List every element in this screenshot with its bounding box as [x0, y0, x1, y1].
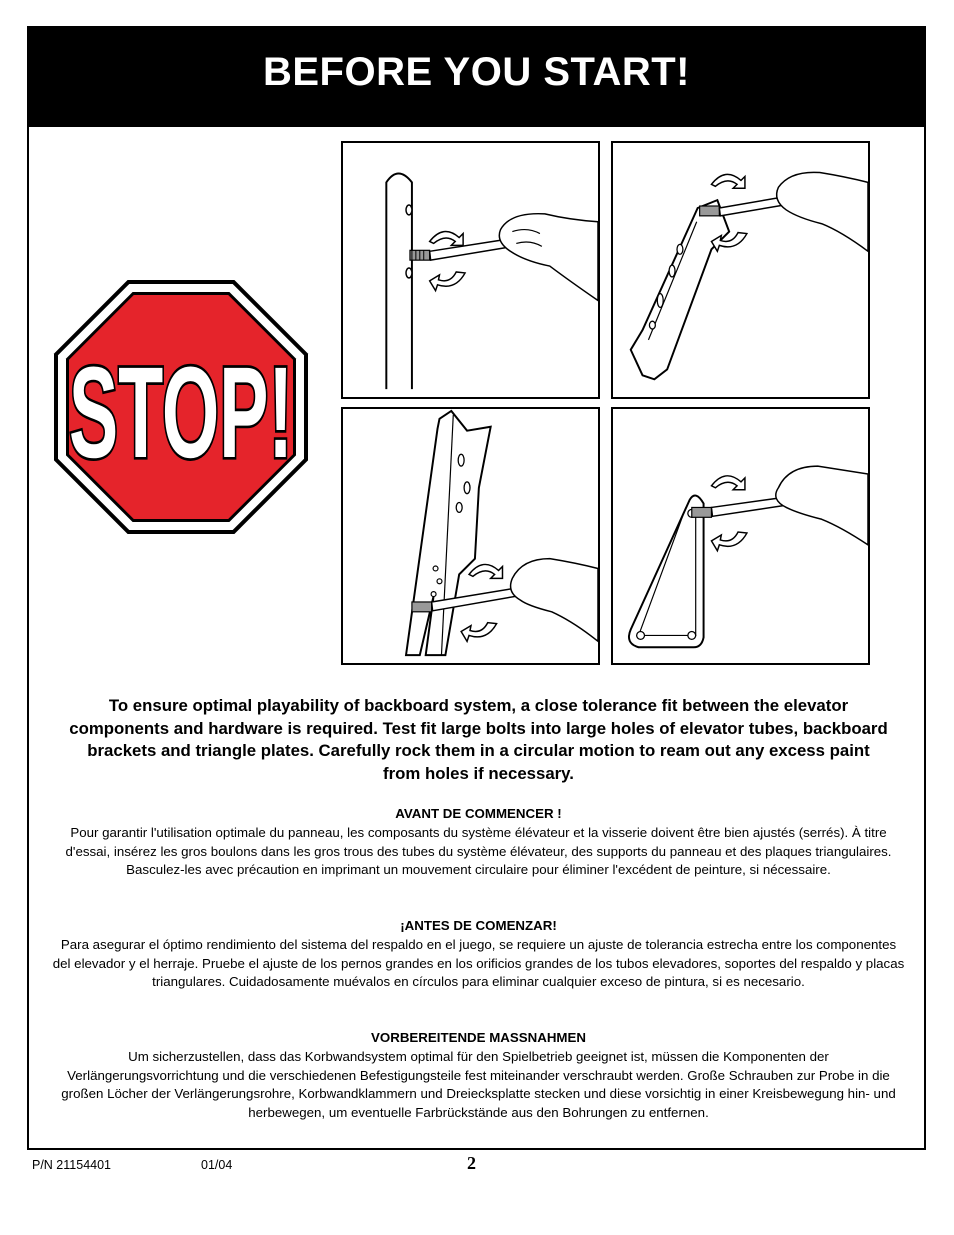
triangle-plate-bolt-illustration — [613, 409, 868, 663]
german-instructions: Um sicherzustellen, dass das Korbwandsystem optimal für den Spielbetrieb geeignet ist, müssen die Komponenten der Verlängerungsvorrichtung und die verschiedenen Befestigungsteile fest miteinander verschraubt werden. Große Schrauben zur Probe in die großen Löcher der Verlängerungsrohre, Korbwandklammern und Dreiecksplatte stecken und diese vorsichtig in einer Kreisbewegung hin- und herbewegen, um eventuelle Farbrückstände aus den Bohrungen zu entfernen. — [61, 1048, 896, 1121]
page-title: BEFORE YOU START! — [262, 50, 691, 94]
german-heading: VORBEREITENDE MASSNAHMEN — [371, 1030, 586, 1045]
part-number: P/N 21154401 — [32, 1158, 111, 1172]
illustration-panel-4 — [611, 407, 870, 665]
spanish-instructions: Para asegurar el óptimo rendimiento del sistema del respaldo en el juego, se requiere un ajuste de tolerancia estrecha entre los componentes del elevador y el herraje. Pruebe el ajuste de los pernos grandes en los orificios grandes de los tubos elevadores, soportes del respaldo y placas triangulares. Cuidadosamente muévalos en círculos para eliminar cualquier exceso de pintura, si es necesario. — [52, 936, 905, 990]
spanish-heading: ¡ANTES DE COMENZAR! — [400, 918, 557, 933]
french-section — [51, 805, 906, 880]
stop-sign-text: STOP! — [69, 341, 293, 486]
illustration-panel-1 — [341, 141, 600, 399]
print-date: 01/04 — [201, 1158, 233, 1172]
angle-bracket-bolt-illustration — [343, 409, 598, 663]
illustration-panel-2 — [611, 141, 870, 399]
illustration-panel-3 — [341, 407, 600, 665]
german-section — [51, 1029, 906, 1123]
stop-sign — [52, 278, 310, 536]
tube-bolt-illustration — [343, 143, 598, 397]
french-heading: AVANT DE COMMENCER ! — [395, 806, 562, 821]
page-number: 2 — [467, 1153, 476, 1173]
title-banner — [29, 28, 924, 127]
bracket-bolt-illustration — [613, 143, 868, 397]
french-instructions: Pour garantir l'utilisation optimale du panneau, les composants du système élévateur et la visserie doivent être bien ajustés (serrés). À titre d'essai, insérez les gros boulons dans les gros trous des tubes du système élévateur, des supports du panneau et des plaques triangulaires. Basculez-les avec précaution en imprimant un mouvement circulaire pour éliminer l'excédent de peinture, si nécessaire. — [65, 824, 892, 878]
spanish-section — [51, 917, 906, 992]
page-frame — [27, 26, 926, 1150]
english-instructions: To ensure optimal playability of backboard system, a close tolerance fit between the elevator components and hardware is required. Test fit large bolts into large holes of elevator tubes, backboard brackets and triangle plates. Carefully rock them in a circular motion to ream out any excess paint from holes if necessary. — [69, 696, 888, 783]
